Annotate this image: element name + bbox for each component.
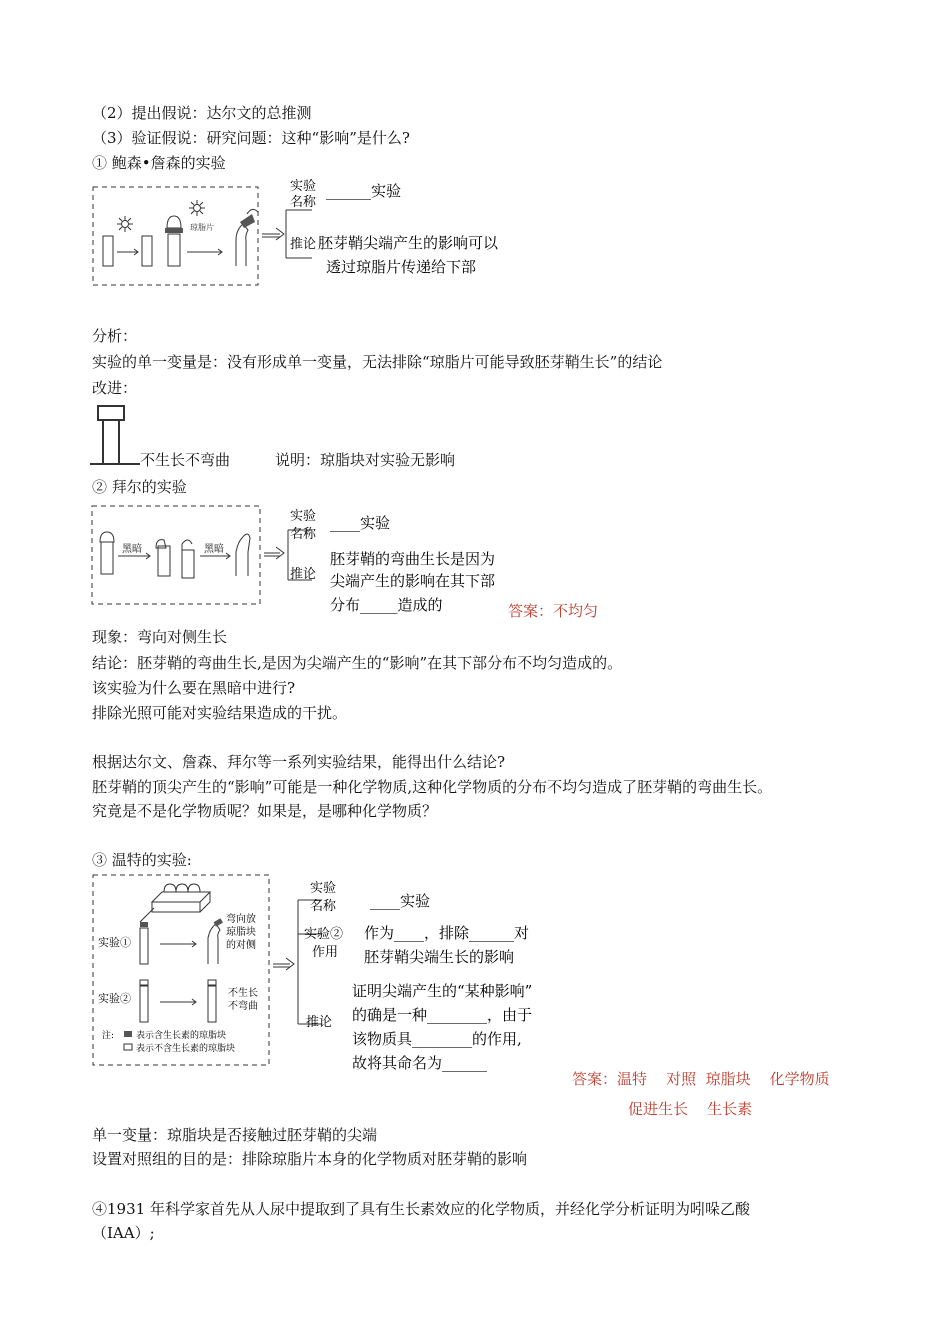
svg-text:故将其命名为______: 故将其命名为______: [352, 1054, 488, 1072]
svg-text:琼脂块: 琼脂块: [226, 927, 256, 938]
svg-text:实验②: 实验②: [304, 927, 344, 942]
svg-text:胚芽鞘尖端产生的影响可以: 胚芽鞘尖端产生的影响可以: [318, 234, 499, 252]
svg-text:推论: 推论: [306, 1015, 333, 1030]
paal-diagram: [90, 500, 530, 622]
answer-all: 胚芽鞘的顶尖产生的“影响”可能是一种化学物质,这种化学物质的分布不均匀造成了胚芽鞘的弯曲生长。: [92, 778, 773, 796]
svg-text:作为____，排除______对: 作为____，排除______对: [364, 924, 530, 942]
svg-text:注:: 注:: [102, 1031, 115, 1041]
question-chem: 究竟是不是化学物质呢？如果是，是哪种化学物质？: [92, 802, 438, 820]
svg-text:作用: 作用: [312, 945, 339, 960]
coleoptile-shape: [103, 236, 113, 266]
svg-text:不弯曲: 不弯曲: [228, 1001, 258, 1012]
svg-text:名称: 名称: [290, 527, 317, 542]
sun-icon: [117, 216, 133, 232]
iaa-line1: ④1931 年科学家首先从人尿中提取到了具有生长素效应的化学物质，并经化学分析证明为吲哚乙酸: [92, 1200, 750, 1218]
svg-text:分布_____造成的: 分布_____造成的: [330, 596, 443, 614]
svg-text:的对侧: 的对侧: [226, 940, 256, 951]
exp1-heading: ① 鲍森•詹森的实验: [92, 154, 226, 172]
svg-text:不生长: 不生长: [228, 988, 258, 999]
svg-text:的确是一种________，由于: 的确是一种________，由于: [352, 1006, 533, 1024]
question-all: 根据达尔文、詹森、拜尔等一系列实验结果，能得出什么结论?: [92, 753, 506, 771]
answer-dark: 排除光照可能对实验结果造成的干扰。: [92, 704, 348, 722]
agar-label: 琼脂片: [190, 223, 214, 232]
phenomenon: 现象：弯向对侧生长: [92, 628, 228, 646]
sun-icon: [189, 200, 205, 216]
went-diagram: [90, 872, 570, 1072]
svg-text:黑暗: 黑暗: [122, 544, 142, 555]
svg-text:弯向放: 弯向放: [226, 914, 256, 925]
svg-text:推论: 推论: [290, 567, 317, 582]
exp2-name: ____实验: [330, 514, 391, 532]
hypothesis-line: （2）提出假说：达尔文的总推测: [92, 104, 312, 122]
svg-text:胚芽鞘尖端生长的影响: 胚芽鞘尖端生长的影响: [364, 948, 515, 966]
exp3-answer-line2: 促进生长 生长素: [628, 1100, 753, 1118]
svg-text:推论: 推论: [290, 237, 317, 252]
exp1-name: ______实验: [326, 182, 402, 200]
improve-result: 不生长不弯曲: [140, 451, 231, 469]
boysen-jensen-diagram: [90, 178, 520, 290]
exp2-heading: ② 拜尔的实验: [92, 478, 187, 496]
question-dark: 该实验为什么要在黑暗中进行?: [92, 679, 296, 697]
single-variable: 单一变量：琼脂块是否接触过胚芽鞘的尖端: [92, 1126, 378, 1144]
svg-text:实验: 实验: [290, 509, 317, 524]
svg-text:胚芽鞘的弯曲生长是因为: 胚芽鞘的弯曲生长是因为: [330, 550, 496, 568]
analysis-text: 实验的单一变量是：没有形成单一变量，无法排除“琼脂片可能导致胚芽鞘生长”的结论: [92, 353, 663, 371]
svg-text:表示不含生长素的琼脂块: 表示不含生长素的琼脂块: [136, 1044, 236, 1054]
improve-label: 改进：: [92, 379, 138, 397]
exp3-heading: ③ 温特的实验:: [92, 851, 192, 869]
analysis-label: 分析：: [92, 327, 138, 345]
svg-text:黑暗: 黑暗: [204, 544, 224, 555]
conclusion: 结论：胚芽鞘的弯曲生长,是因为尖端产生的“影响”在其下部分布不均匀造成的。: [92, 654, 623, 672]
improve-note: 说明：琼脂块对实验无影响: [275, 451, 456, 469]
svg-text:名称: 名称: [310, 899, 337, 914]
svg-text:该物质具________的作用,: 该物质具________的作用,: [352, 1030, 522, 1048]
svg-text:名称: 名称: [290, 195, 317, 210]
svg-text:实验: 实验: [310, 881, 337, 896]
exp2-answer: 答案：不均匀: [508, 602, 599, 620]
exp3-answer-line1: 答案：温特 对照 琼脂块 化学物质: [572, 1070, 830, 1088]
svg-text:表示含生长素的琼脂块: 表示含生长素的琼脂块: [136, 1031, 227, 1041]
svg-text:透过琼脂片传递给下部: 透过琼脂片传递给下部: [326, 258, 477, 276]
svg-text:证明尖端产生的“某种影响”: 证明尖端产生的“某种影响”: [352, 982, 533, 1000]
svg-text:实验②: 实验②: [98, 992, 131, 1005]
exp3-name: ____实验: [370, 892, 431, 910]
svg-text:实验①: 实验①: [98, 936, 131, 949]
svg-text:实验: 实验: [290, 179, 317, 194]
iaa-line2: （IAA）;: [92, 1224, 155, 1242]
svg-text:尖端产生的影响在其下部: 尖端产生的影响在其下部: [330, 572, 496, 590]
verify-line: （3）验证假说：研究问题：这种“影响”是什么?: [92, 129, 410, 147]
control-purpose: 设置对照组的目的是：排除琼脂片本身的化学物质对胚芽鞘的影响: [92, 1150, 528, 1168]
